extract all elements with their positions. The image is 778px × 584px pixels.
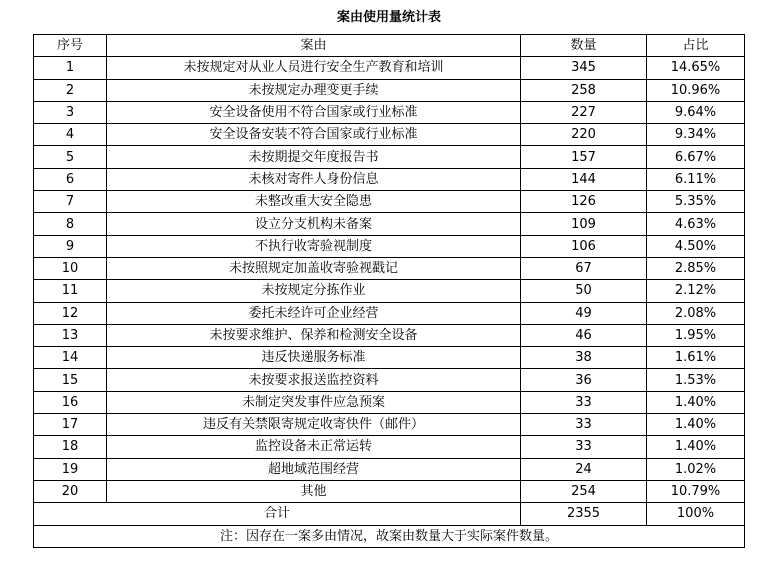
row-ratio: 4.50% (647, 235, 745, 257)
table-title: 案由使用量统计表 (336, 10, 441, 25)
table-row (34, 347, 745, 369)
row-reason: 超地域范围经营 (107, 458, 521, 480)
row-number: 3 (34, 101, 107, 123)
row-reason: 未按照规定加盖收寄验视戳记 (107, 257, 521, 279)
row-count: 24 (521, 458, 647, 480)
row-ratio: 1.40% (647, 414, 745, 436)
row-ratio: 1.61% (647, 347, 745, 369)
header-reason: 案由 (107, 35, 521, 57)
row-ratio: 1.53% (647, 369, 745, 391)
table-row (34, 235, 745, 257)
row-number: 9 (34, 235, 107, 257)
total-count: 2355 (521, 503, 647, 525)
row-number: 12 (34, 302, 107, 324)
row-number: 11 (34, 280, 107, 302)
header-no: 序号 (34, 35, 107, 57)
row-reason: 未按要求报送监控资料 (107, 369, 521, 391)
footnote: 注：因存在一案多由情况，故案由数量大于实际案件数量。 (34, 525, 745, 547)
row-count: 38 (521, 347, 647, 369)
row-count: 33 (521, 436, 647, 458)
table-row (34, 458, 745, 480)
table-row (34, 480, 745, 502)
row-number: 19 (34, 458, 107, 480)
row-reason: 未整改重大安全隐患 (107, 191, 521, 213)
reason-usage-table (33, 34, 745, 548)
row-count: 49 (521, 302, 647, 324)
row-number: 13 (34, 324, 107, 346)
row-count: 157 (521, 146, 647, 168)
row-ratio: 14.65% (647, 57, 745, 79)
row-count: 33 (521, 391, 647, 413)
row-reason: 设立分支机构未备案 (107, 213, 521, 235)
table-row (34, 191, 745, 213)
row-reason: 违反有关禁限寄规定收寄快件（邮件） (107, 414, 521, 436)
table-row (34, 436, 745, 458)
row-number: 6 (34, 168, 107, 190)
row-ratio: 10.96% (647, 79, 745, 101)
row-ratio: 1.40% (647, 391, 745, 413)
table-row (34, 213, 745, 235)
row-number: 1 (34, 57, 107, 79)
row-count: 50 (521, 280, 647, 302)
row-count: 258 (521, 79, 647, 101)
total-row (34, 503, 745, 525)
table-row (34, 57, 745, 79)
row-count: 33 (521, 414, 647, 436)
row-ratio: 9.34% (647, 124, 745, 146)
row-number: 10 (34, 257, 107, 279)
table-row (34, 369, 745, 391)
row-reason: 未按规定对从业人员进行安全生产教育和培训 (107, 57, 521, 79)
row-count: 109 (521, 213, 647, 235)
table-row (34, 414, 745, 436)
row-ratio: 1.02% (647, 458, 745, 480)
table-row (34, 124, 745, 146)
row-ratio: 5.35% (647, 191, 745, 213)
row-ratio: 10.79% (647, 480, 745, 502)
row-count: 106 (521, 235, 647, 257)
row-count: 46 (521, 324, 647, 346)
table-row (34, 280, 745, 302)
row-number: 15 (34, 369, 107, 391)
header-row (34, 35, 745, 57)
row-ratio: 2.12% (647, 280, 745, 302)
header-count: 数量 (521, 35, 647, 57)
row-ratio: 1.95% (647, 324, 745, 346)
row-number: 20 (34, 480, 107, 502)
row-number: 4 (34, 124, 107, 146)
row-count: 144 (521, 168, 647, 190)
row-number: 2 (34, 79, 107, 101)
row-count: 220 (521, 124, 647, 146)
row-reason: 委托未经许可企业经营 (107, 302, 521, 324)
row-ratio: 2.85% (647, 257, 745, 279)
note-row (34, 525, 745, 547)
row-ratio: 2.08% (647, 302, 745, 324)
row-count: 67 (521, 257, 647, 279)
row-number: 18 (34, 436, 107, 458)
row-reason: 安全设备使用不符合国家或行业标准 (107, 101, 521, 123)
row-ratio: 9.64% (647, 101, 745, 123)
row-reason: 未按规定办理变更手续 (107, 79, 521, 101)
row-reason: 安全设备安装不符合国家或行业标准 (107, 124, 521, 146)
row-reason: 监控设备未正常运转 (107, 436, 521, 458)
row-count: 227 (521, 101, 647, 123)
table-row (34, 391, 745, 413)
row-reason: 未按要求维护、保养和检测安全设备 (107, 324, 521, 346)
row-number: 14 (34, 347, 107, 369)
row-reason: 未按期提交年度报告书 (107, 146, 521, 168)
table-row (34, 146, 745, 168)
row-reason: 违反快递服务标准 (107, 347, 521, 369)
table-row (34, 257, 745, 279)
row-ratio: 6.11% (647, 168, 745, 190)
row-count: 126 (521, 191, 647, 213)
row-number: 16 (34, 391, 107, 413)
row-ratio: 4.63% (647, 213, 745, 235)
row-reason: 其他 (107, 480, 521, 502)
row-reason: 未核对寄件人身份信息 (107, 168, 521, 190)
row-number: 5 (34, 146, 107, 168)
row-ratio: 1.40% (647, 436, 745, 458)
row-number: 8 (34, 213, 107, 235)
row-ratio: 6.67% (647, 146, 745, 168)
row-reason: 不执行收寄验视制度 (107, 235, 521, 257)
row-count: 345 (521, 57, 647, 79)
table-row (34, 101, 745, 123)
row-reason: 未制定突发事件应急预案 (107, 391, 521, 413)
table-row (34, 324, 745, 346)
total-label: 合计 (34, 503, 521, 525)
table-row (34, 168, 745, 190)
table-row (34, 79, 745, 101)
table-row (34, 302, 745, 324)
row-count: 36 (521, 369, 647, 391)
row-reason: 未按规定分拣作业 (107, 280, 521, 302)
header-ratio: 占比 (647, 35, 745, 57)
row-count: 254 (521, 480, 647, 502)
row-number: 7 (34, 191, 107, 213)
row-number: 17 (34, 414, 107, 436)
total-ratio: 100% (647, 503, 745, 525)
